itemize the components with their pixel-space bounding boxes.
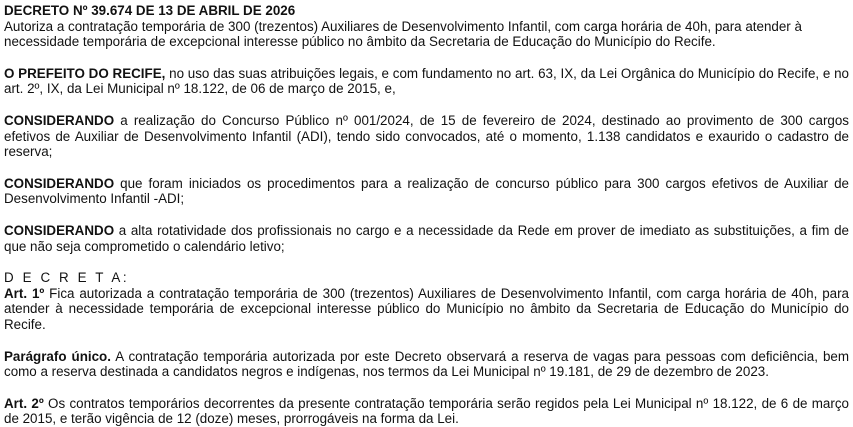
- article-1-text: Fica autorizada a contratação temporária de 300 (trezentos) Auxiliares de Desenvolvimento Infantil, com carga horária de 40h, para atender à necessidade temporária de excepcional interesse público do Município no âmbito da Secretaria de Educação do Município do Recife.: [4, 285, 850, 332]
- considerando-2: [4, 176, 849, 207]
- considerando-3: [4, 223, 849, 254]
- decree-title: DECRETO Nº 39.674 DE 13 DE ABRIL DE 2026: [4, 3, 296, 18]
- considerando-2-text: que foram iniciados os procedimentos para a realização de concurso público para 300 cargos efetivos de Auxiliar de Desenvolvimento Infantil -ADI;: [4, 175, 849, 207]
- considerando-1-text: a realização do Concurso Público nº 001/2024, de 15 de fevereiro de 2024, destinado ao provimento de 300 cargos efetivos de Auxiliar de Desenvolvimento Infantil (ADI), tendo sido convocados, até o momento, 1.138 candidatos e exaurido o cadastro de reserva;: [4, 112, 849, 160]
- paragrafo-unico: [4, 349, 849, 380]
- considerando-label: CONSIDERANDO: [4, 222, 115, 238]
- article-2-text: Os contratos temporários decorrentes da presente contratação temporária serão regidos pela Lei Municipal nº 18.122, de 6 de março de 2015, e terão vigência de 12 (doze) meses, prorrogáveis na forma da Lei.: [4, 395, 849, 427]
- article-1: [4, 286, 849, 333]
- considerando-label: CONSIDERANDO: [4, 112, 115, 128]
- decreta-heading: D E C R E T A:: [4, 270, 130, 286]
- considerando-3-text: a alta rotatividade dos profissionais no cargo e a necessidade da Rede em prover de imediato as substituições, a fim de que não seja comprometido o calendário letivo;: [4, 222, 849, 254]
- preamble: [4, 66, 849, 97]
- considerando-label: CONSIDERANDO: [4, 175, 115, 191]
- preamble-text: no uso das suas atribuições legais, e com fundamento no art. 63, IX, da Lei Orgânica do Município do Recife, e no art. 2º, IX, da Lei Municipal nº 18.122, de 06 de março de 2015, e,: [4, 65, 849, 97]
- preamble-lead: O PREFEITO DO RECIFE,: [4, 65, 166, 81]
- considerando-1: [4, 113, 849, 160]
- article-2-label: Art. 2º: [4, 395, 44, 411]
- paragrafo-unico-text: A contratação temporária autorizada por este Decreto observará a reserva de vagas para pessoas com deficiência, bem como a reserva destinada a candidatos negros e indígenas, nos termos da Lei Municipal nº 19.181, de 29 de dezembro de 2023.: [4, 348, 850, 380]
- decree-summary: Autoriza a contratação temporária de 300 (trezentos) Auxiliares de Desenvolvimento Infantil, com carga horária de 40h, para atender à necessidade temporária de excepcional interesse público no âmbito da Secretaria de Educação do Município do Recife.: [4, 18, 802, 50]
- article-2: [4, 396, 849, 427]
- paragrafo-unico-label: Parágrafo único.: [4, 348, 111, 364]
- article-1-label: Art. 1º: [4, 285, 45, 301]
